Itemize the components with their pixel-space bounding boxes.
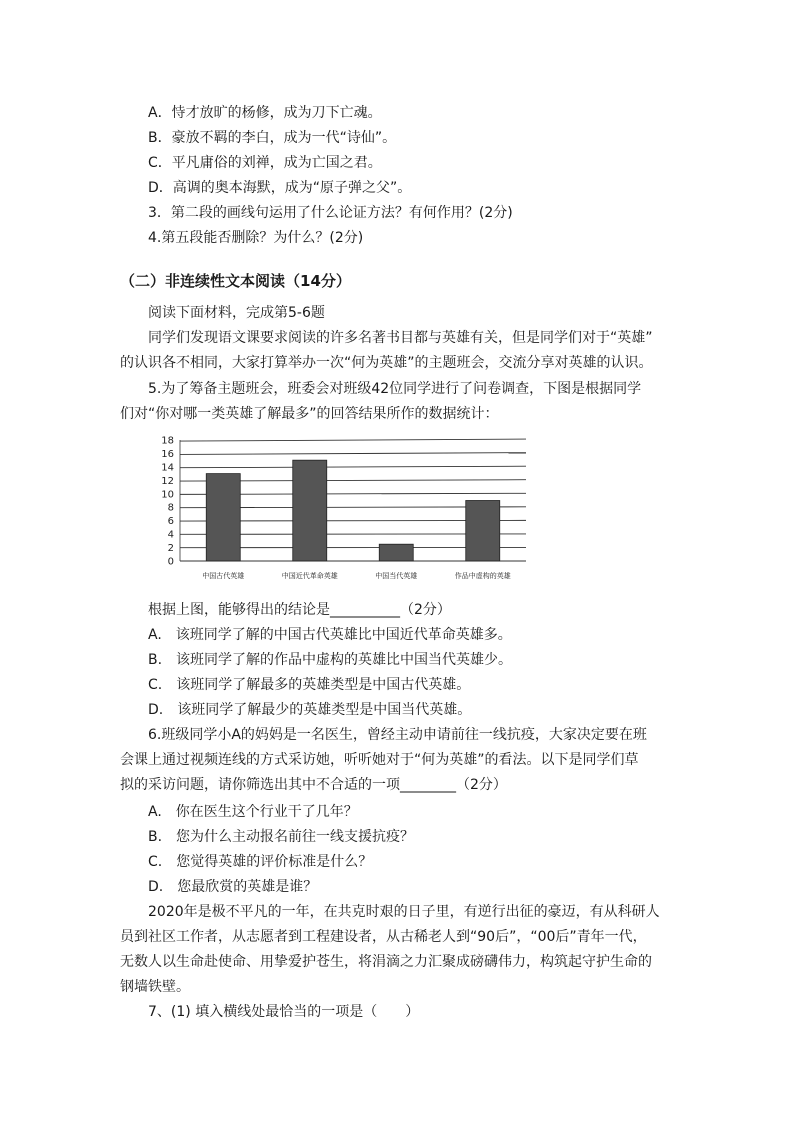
y-tick-label: 0 <box>167 556 174 568</box>
question-5-stem: 根据上图，能够得出的结论是__________（2分） <box>148 602 451 618</box>
section-title: （二）非连续性文本阅读（14分） <box>120 272 351 290</box>
q6-option-b: B. 您为什么主动报名前往一线支援抗疫？ <box>148 829 415 845</box>
paragraph-1-line-2: 的认识各不相同，大家打算举办一次“何为英雄”的主题班会，交流分享对英雄的认识。 <box>120 355 653 371</box>
q5-option-b: B. 该班同学了解的作品中虚构的英雄比中国当代英雄少。 <box>148 652 513 668</box>
q5-option-d: D. 该班同学了解最少的英雄类型是中国当代英雄。 <box>148 702 472 718</box>
question-6-line-3: 拟的采访问题，请你筛选出其中不合适的一项________（2分） <box>120 777 507 793</box>
question-7: 7、(1) 填入横线处最恰当的一项是（ ） <box>148 1004 420 1020</box>
gridline <box>180 453 526 455</box>
intro-text: 阅读下面材料，完成第5-6题 <box>148 305 325 321</box>
bar <box>379 544 413 561</box>
x-category-label: 中国近代革命英雄 <box>281 572 338 580</box>
question-3: 3．第二段的画线句运用了什么论证方法？有何作用？(2分) <box>148 205 513 221</box>
option-c-top: C．平凡庸俗的刘禅，成为亡国之君。 <box>148 155 382 171</box>
question-5-line-2: 们对“你对哪一类英雄了解最多”的回答结果所作的数据统计： <box>120 406 499 422</box>
y-tick-label: 12 <box>161 475 174 487</box>
paragraph-2-line-4: 钢墙铁壁。 <box>120 979 190 995</box>
y-tick-label: 2 <box>167 543 174 555</box>
paragraph-1-line-1: 同学们发现语文课要求阅读的许多名著书目都与英雄有关，但是同学们对于“英雄” <box>148 330 653 346</box>
bar <box>466 501 500 562</box>
bar-chart <box>150 430 540 590</box>
y-tick-label: 14 <box>161 462 174 474</box>
q5-option-c: C. 该班同学了解最多的英雄类型是中国古代英雄。 <box>148 677 471 693</box>
question-4: 4.第五段能否删除？为什么？(2分) <box>148 230 364 246</box>
question-5-line-1: 5.为了筹备主题班会，班委会对班级42位同学进行了问卷调查，下图是根据同学 <box>148 381 642 397</box>
bar <box>206 474 240 561</box>
y-tick-label: 4 <box>167 529 174 541</box>
q6-option-a: A. 你在医生这个行业干了几年？ <box>148 804 358 820</box>
gridline <box>180 466 526 468</box>
option-a-top: A．恃才放旷的杨修，成为刀下亡魂。 <box>148 105 382 121</box>
option-b-top: B．豪放不羁的李白，成为一代“诗仙”。 <box>148 130 397 146</box>
x-category-label: 中国古代英雄 <box>202 572 245 580</box>
x-category-label: 作品中虚构的英雄 <box>454 572 511 580</box>
q6-option-c: C. 您觉得英雄的评价标准是什么？ <box>148 854 373 870</box>
q5-option-a: A. 该班同学了解的中国古代英雄比中国近代革命英雄多。 <box>148 627 512 643</box>
y-tick-label: 18 <box>161 435 174 447</box>
gridline <box>180 439 526 441</box>
q6-option-d: D. 您最欣赏的英雄是谁？ <box>148 879 318 895</box>
y-tick-label: 16 <box>161 448 174 460</box>
y-tick-label: 8 <box>167 502 174 514</box>
option-d-top: D．高调的奥本海默，成为“原子弹之父”。 <box>148 180 412 196</box>
y-tick-label: 10 <box>161 489 174 501</box>
paragraph-2-line-1: 2020年是极不平凡的一年，在共克时艰的日子里，有逆行出征的豪迈，有从科研人 <box>148 904 660 920</box>
y-tick-label: 6 <box>167 516 174 528</box>
bar <box>293 460 327 561</box>
x-category-label: 中国当代英雄 <box>375 572 418 580</box>
paragraph-2-line-3: 无数人以生命赴使命、用挚爱护苍生，将涓滴之力汇聚成磅礴伟力，构筑起守护生命的 <box>120 954 652 970</box>
question-6-line-1: 6.班级同学小A的妈妈是一名医生，曾经主动申请前往一线抗疫，大家决定要在班 <box>148 727 647 743</box>
question-6-line-2: 会课上通过视频连线的方式采访她，听听她对于“何为英雄”的看法。以下是同学们草 <box>120 752 639 768</box>
paragraph-2-line-2: 员到社区工作者，从志愿者到工程建设者，从古稀老人到“90后”，“00后”青年一代， <box>120 929 647 945</box>
